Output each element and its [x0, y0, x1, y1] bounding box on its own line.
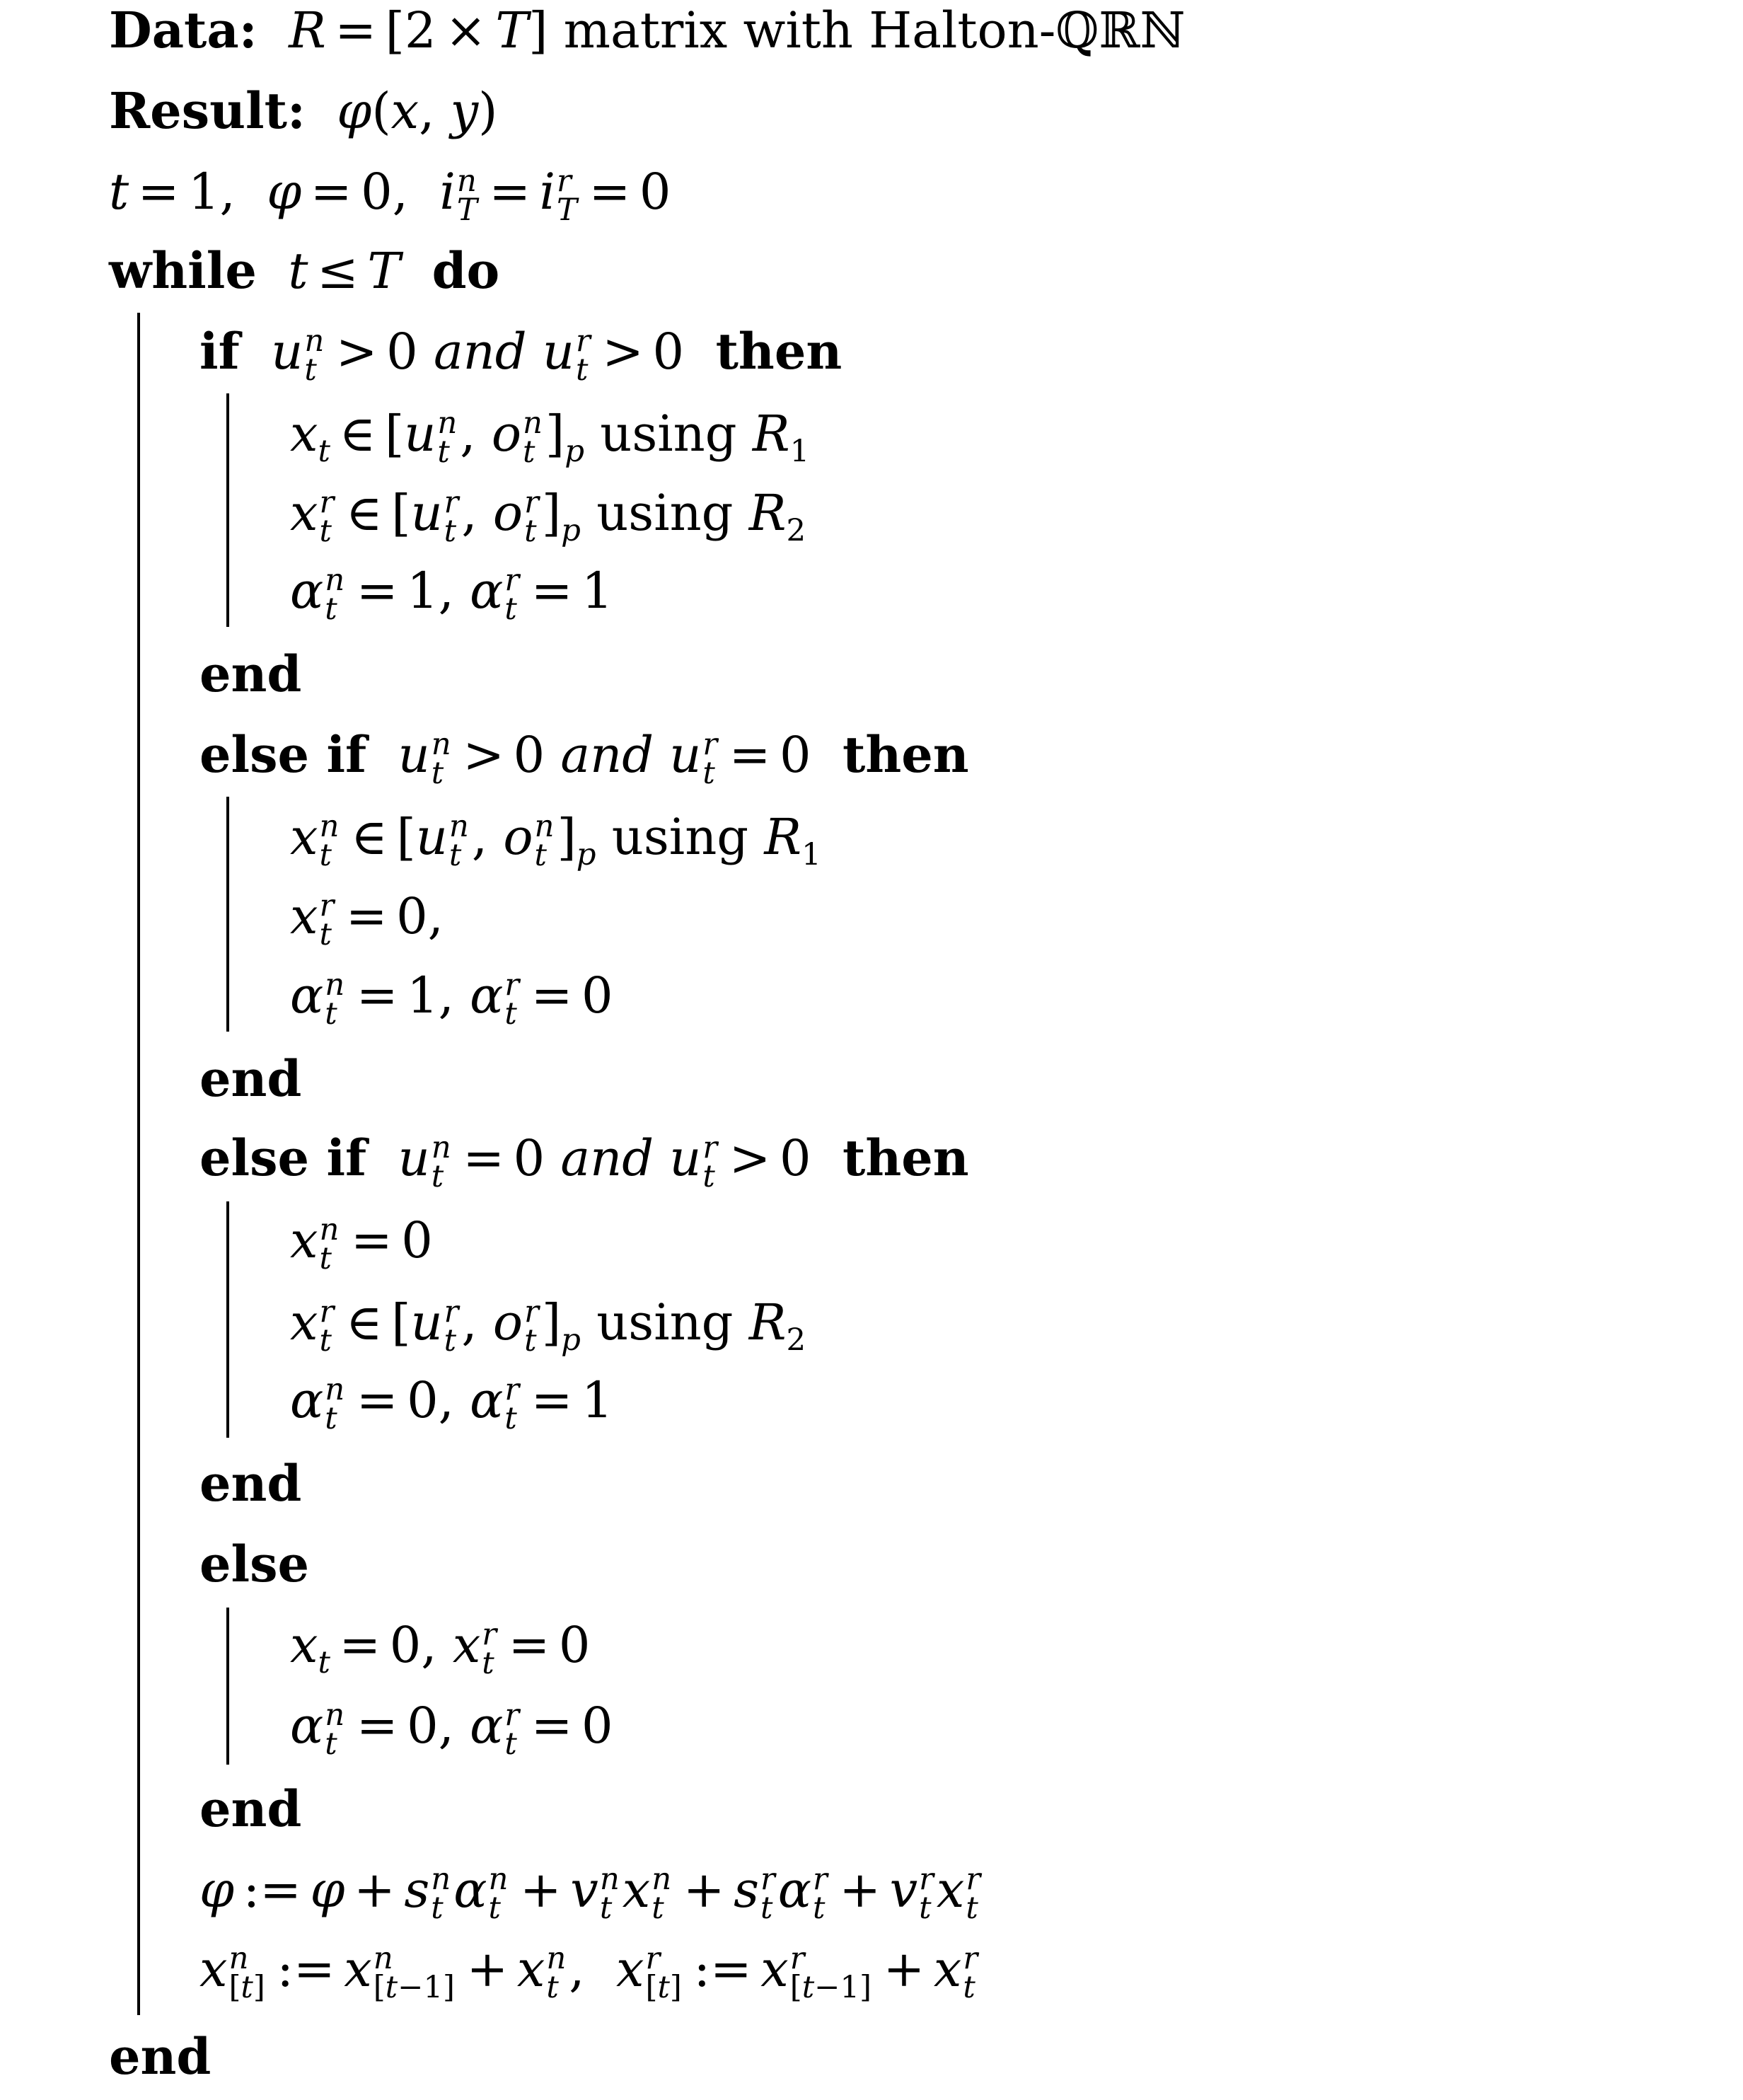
- and-word: and: [560, 1129, 654, 1188]
- end-keyword: end: [199, 645, 302, 703]
- stmt-1a: $x_t$ ∈ [u n t , o n t ]$_p$ using $R_1$: [290, 405, 810, 471]
- else-if-keyword: else if: [199, 725, 367, 785]
- end-line-2: [199, 1049, 302, 1108]
- else-body-rule: [226, 1608, 229, 1765]
- stmt-2b: x r t = 0,: [290, 887, 444, 953]
- end-keyword: end: [199, 1454, 302, 1513]
- using-word: using: [611, 808, 749, 867]
- stmt-2a: x n t ∈ [u n t , o n t ]$_p$ using $R_1$: [290, 808, 821, 874]
- stmt-1b: x r t ∈ [u r t , o r t ]$_p$ using $R_2$: [290, 484, 806, 550]
- end-keyword: end: [109, 2027, 212, 2086]
- end-line-1: [199, 645, 302, 703]
- while-keyword: while: [109, 241, 257, 300]
- if-body-rule-3: [226, 1201, 229, 1438]
- if-body-rule-2: [226, 797, 229, 1032]
- do-keyword: do: [432, 241, 500, 300]
- init-line: t = 1, φ = 0, i n T = i r T = 0: [109, 163, 671, 229]
- and-word: and: [560, 726, 654, 785]
- else-keyword: else: [199, 1535, 310, 1593]
- stmt-4a: $x_t = 0$, x r t = 0: [290, 1616, 591, 1682]
- while-line: while t ≤ T do: [109, 241, 500, 300]
- result-line: Result: φ(x, y): [109, 81, 498, 140]
- elseif-line-2: else if u n t = 0 and u r t > 0 then: [199, 1129, 969, 1195]
- elseif-line-1: else if u n t > 0 and u r t = 0 then: [199, 725, 969, 792]
- using-word: using: [596, 484, 734, 543]
- then-keyword: then: [842, 725, 969, 785]
- stmt-3b: x r t ∈ [u r t , o r t ]$_p$ using $R_2$: [290, 1293, 806, 1359]
- end-keyword: end: [199, 1049, 302, 1108]
- then-keyword: then: [715, 322, 842, 381]
- stmt-3a: x n t = 0: [290, 1211, 433, 1277]
- end-line-while: [109, 2027, 212, 2086]
- using-word: using: [596, 1293, 734, 1352]
- phi-update-line: φ := φ + s n t α n t + v n t x n t + s r t α r t + v r t x r t: [199, 1861, 981, 1927]
- end-keyword: end: [199, 1779, 302, 1838]
- if-keyword: if: [199, 322, 240, 381]
- data-line: Data: R = [2 × T] matrix with Halton-ℚℝℕ: [109, 1, 1186, 59]
- using-word: using: [600, 405, 737, 463]
- data-label: Data:: [109, 1, 257, 59]
- if-line-1: if u n t > 0 and u r t > 0 then: [199, 322, 842, 388]
- matrix-text: matrix with Halton-: [563, 1, 1056, 59]
- end-line-3: [199, 1454, 302, 1513]
- then-keyword: then: [842, 1129, 969, 1188]
- stmt-3c: α n t = 0, α r t = 1: [290, 1371, 613, 1437]
- end-line-4: [199, 1779, 302, 1838]
- else-if-keyword: else if: [199, 1129, 367, 1188]
- stmt-4b: α n t = 0, α r t = 0: [290, 1697, 613, 1762]
- cumulative-update-line: x n [t] := x n [t−1] + x n t , x r [t] := x r [t−1] + x r t: [199, 1940, 978, 2006]
- qrn-symbol: ℚℝℕ: [1055, 1, 1186, 59]
- while-body-rule: [137, 313, 140, 2015]
- stmt-1c: α n t = 1, α r t = 1: [290, 562, 613, 628]
- else-line: [199, 1535, 310, 1593]
- if-body-rule-1: [226, 393, 229, 627]
- result-label: Result:: [109, 81, 306, 140]
- stmt-2c: α n t = 1, α r t = 0: [290, 967, 613, 1032]
- and-word: and: [433, 323, 527, 381]
